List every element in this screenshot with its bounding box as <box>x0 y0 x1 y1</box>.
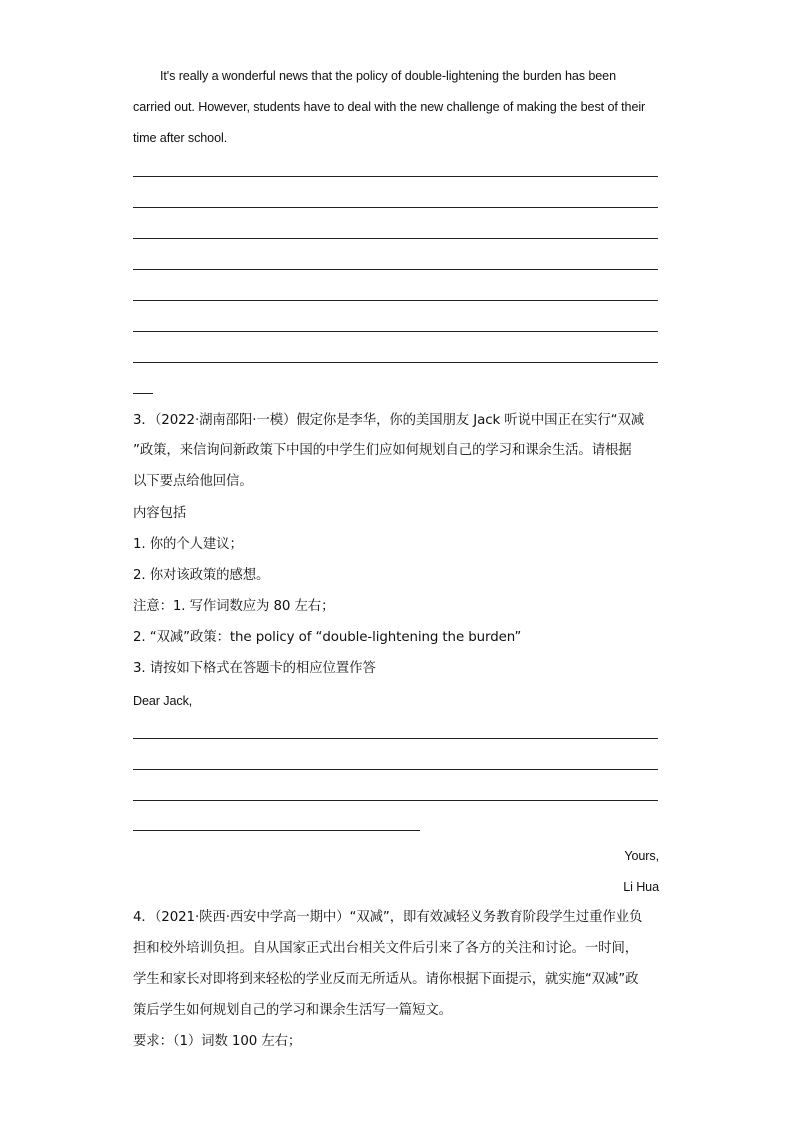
q4-line-3: 学生和家长对即将到来轻松的学业反而无所适从。请你根据下面提示，就实施“双减”政 <box>133 972 639 987</box>
answer-line <box>133 176 658 177</box>
q3-point-2: 2. 你对该政策的感想。 <box>133 568 270 583</box>
answer-line <box>133 207 658 208</box>
q3-header-line-2: ”政策，来信询问新政策下中国的中学生们应如何规划自己的学习和课余生活。请根据 <box>133 443 632 458</box>
answer-line-short <box>133 393 153 394</box>
passage-line-2: carried out. However, students have to deal with the new challenge of making the best of their <box>133 100 646 114</box>
q4-line-2: 担和校外培训负担。自从国家正式出台相关文件后引来了各方的关注和讨论。一时间， <box>133 941 639 956</box>
q3-closing: Yours, <box>624 849 659 863</box>
answer-line <box>133 331 658 332</box>
passage-line-1: It's really a wonderful news that the policy of double-lightening the burden has been <box>160 69 616 83</box>
q3-signature: Li Hua <box>623 880 659 894</box>
q4-line-4: 策后学生如何规划自己的学习和课余生活写一篇短文。 <box>133 1003 452 1018</box>
answer-line <box>133 362 658 363</box>
q4-line-1: 4．（2021·陕西·西安中学高一期中）“双减”，即有效减轻义务教育阶段学生过重作业负 <box>133 910 643 925</box>
q3-note-2: 2. “双减”政策：the policy of “double-lightening the burden” <box>133 630 522 645</box>
answer-line <box>133 800 658 801</box>
answer-line <box>133 238 658 239</box>
q3-note-1: 注意：1. 写作词数应为 80 左右； <box>133 599 335 614</box>
q3-point-1: 1. 你的个人建议； <box>133 537 243 552</box>
answer-line <box>133 769 658 770</box>
answer-line-partial <box>133 830 420 831</box>
answer-line <box>133 300 658 301</box>
q3-note-3: 3. 请按如下格式在答题卡的相应位置作答 <box>133 661 376 676</box>
answer-line <box>133 738 658 739</box>
passage-line-3: time after school. <box>133 131 228 145</box>
answer-line <box>133 269 658 270</box>
q3-content-label: 内容包括 <box>133 506 187 521</box>
q3-salutation: Dear Jack, <box>133 694 193 708</box>
q3-header-line-3: 以下要点给他回信。 <box>133 474 253 489</box>
q4-requirement: 要求：（1）词数 100 左右； <box>133 1034 302 1049</box>
q3-header: 3．（2022·湖南邵阳·一模）假定你是李华，你的美国朋友 Jack 听说中国正在实行“双减 <box>133 413 645 428</box>
